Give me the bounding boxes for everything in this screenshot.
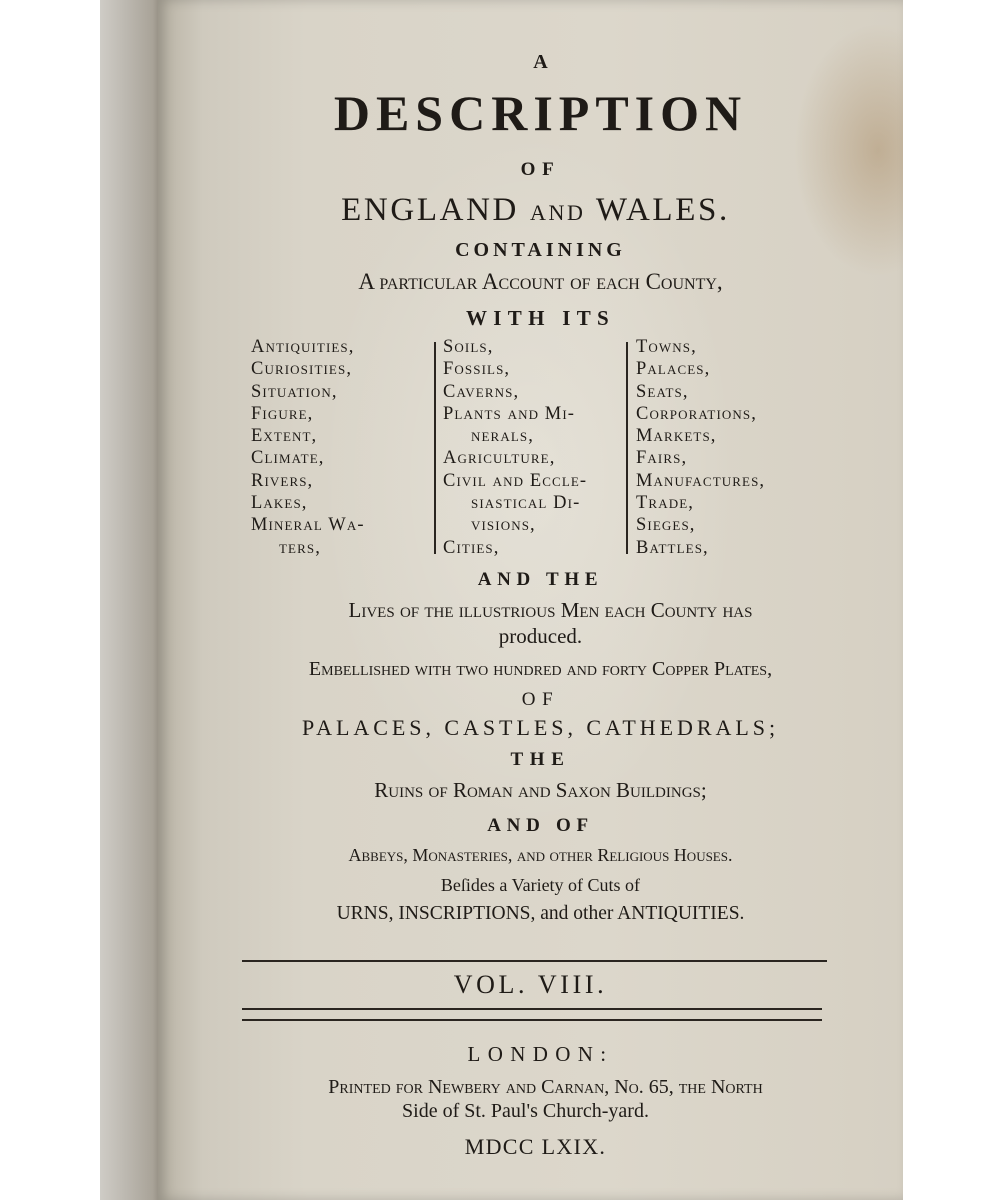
and-word: AND <box>529 200 586 225</box>
title-page-text <box>158 0 903 1200</box>
wales-word: WALES. <box>595 192 730 228</box>
of-line-2: OF <box>521 689 560 710</box>
topic-item: siastical Di- <box>471 493 581 514</box>
topic-item: Fossils, <box>443 359 511 380</box>
topic-item: Rivers, <box>251 470 314 491</box>
topic-item: Agriculture, <box>443 448 556 469</box>
embellished-line: Embelliſhed with two hundred and forty Copper Plates, <box>308 658 773 680</box>
topic-item: Soils, <box>443 337 494 357</box>
containing-line: CONTAINING <box>455 239 626 261</box>
column-divider-1 <box>434 342 436 554</box>
topic-item: Situation, <box>251 381 338 402</box>
topic-item: Mineral Wa- <box>251 515 365 536</box>
article-a: A <box>533 51 548 73</box>
topic-item: Fairs, <box>636 448 688 469</box>
imprint-city: LONDON: <box>467 1042 614 1066</box>
topic-item: Towns, <box>636 337 697 357</box>
urns-line: URNS, INSCRIPTIONS, and other ANTIQUITIES. <box>336 903 745 924</box>
column-divider-2 <box>626 342 628 554</box>
topic-item: Corporations, <box>636 403 757 424</box>
particular-account-line: A particular Account of each County, <box>358 269 723 294</box>
ruins-line: Ruins of Roman and Saxon Buildings; <box>374 778 707 802</box>
imprint-printer: Printed for Newbery and Carnan, No. 65, the North <box>328 1076 763 1098</box>
book-page-edge <box>100 0 162 1200</box>
palaces-line: PALACES, CASTLES, CATHEDRALS; <box>301 715 780 740</box>
title-page <box>158 0 903 1200</box>
topic-item: Figure, <box>251 403 314 424</box>
topic-item: Antiquities, <box>251 337 355 357</box>
topic-item: Palaces, <box>636 359 711 380</box>
topic-item: Manufactures, <box>636 470 766 491</box>
besides-line: Beſides a Variety of Cuts of <box>440 875 641 895</box>
topic-item: Trade, <box>636 493 694 514</box>
topic-item: ters, <box>279 537 321 558</box>
topic-item: nerals, <box>471 426 534 447</box>
imprint-date: MDCC LXIX. <box>464 1134 607 1159</box>
of-line: OF <box>520 159 561 180</box>
topic-item: Battles, <box>636 537 709 558</box>
rule-double-lower <box>242 1019 822 1021</box>
topic-item: Curiosities, <box>251 359 353 380</box>
england-word: ENGLAND <box>341 192 520 228</box>
topic-item: Sieges, <box>636 515 696 536</box>
produced-line: produced. <box>498 624 583 648</box>
volume-number: VOL. VIII. <box>453 970 608 999</box>
rule-top <box>242 960 827 962</box>
topic-item: Extent, <box>251 426 318 447</box>
and-of-line: AND OF <box>487 815 594 836</box>
rule-double-upper <box>242 1008 822 1010</box>
topic-item: Markets, <box>636 426 717 447</box>
topic-item: Civil and Eccle- <box>443 470 588 491</box>
topic-item: visions, <box>471 515 536 536</box>
topics-column-1 <box>251 336 431 559</box>
imprint-address: Side of St. Paul's Church-yard. <box>402 1100 649 1122</box>
abbeys-line: Abbeys, Monasteries, and other Religious Houses. <box>348 845 733 865</box>
lives-line: Lives of the illuſtrious Men each County has <box>348 598 753 622</box>
topic-item: Caverns, <box>443 381 520 402</box>
topics-column-3 <box>636 336 836 559</box>
topics-column-2 <box>443 336 628 559</box>
with-its-line: WITH ITS <box>465 306 616 330</box>
topic-item: Seats, <box>636 381 689 402</box>
topic-item: Plants and Mi- <box>443 403 576 424</box>
and-the-line: AND THE <box>477 569 604 590</box>
main-title: DESCRIPTION <box>333 85 748 141</box>
topic-item: Cities, <box>443 537 500 558</box>
topic-item: Climate, <box>251 448 325 469</box>
the-line: THE <box>510 749 571 770</box>
subject-line <box>163 194 908 227</box>
topic-item: Lakes, <box>251 493 308 514</box>
